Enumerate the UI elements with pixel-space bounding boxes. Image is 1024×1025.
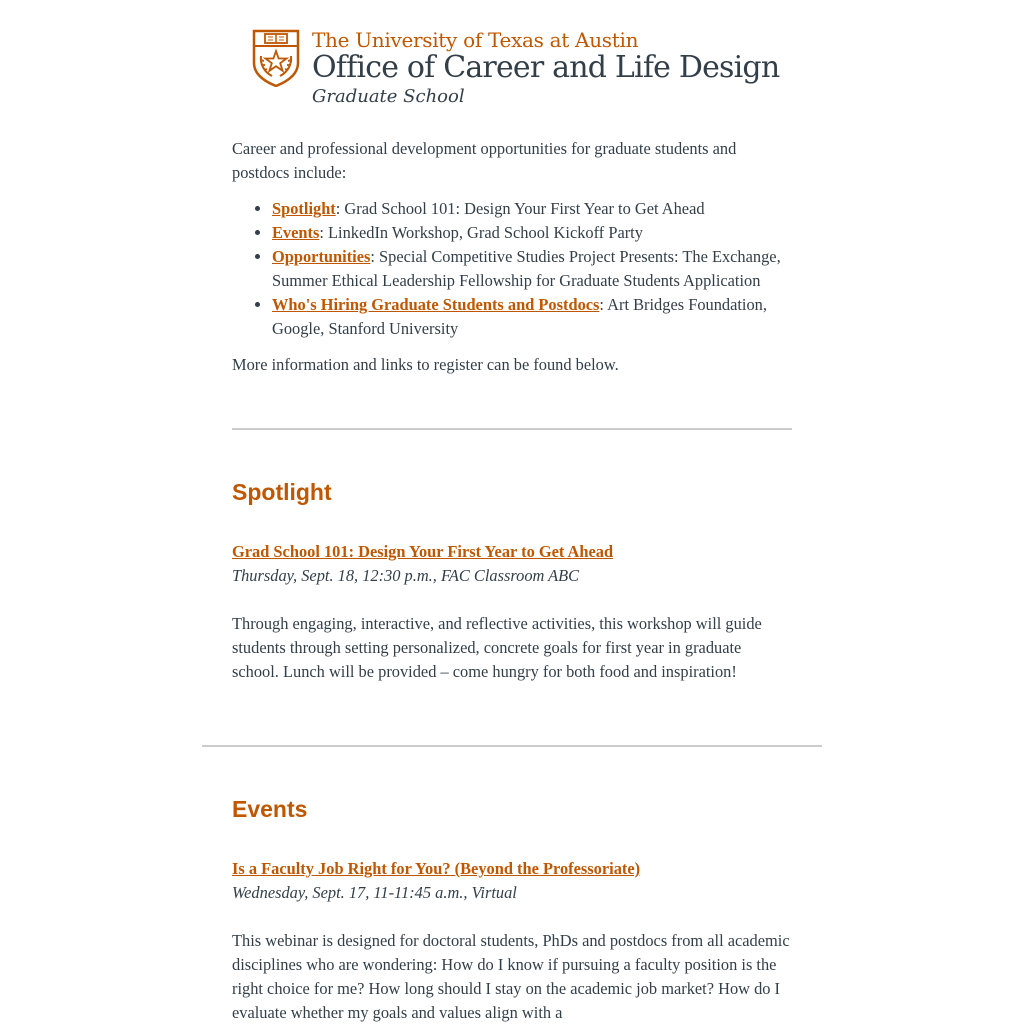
- event-description: This webinar is designed for doctoral students, PhDs and postdocs from all academic disciplines who are wondering: How do I know if pursuing a faculty position is the right choice for me? How long should I stay on the academic job market? How do I evaluate whether my goals and values align with a: [232, 931, 790, 1022]
- list-item: [272, 197, 792, 221]
- header-logo: [252, 28, 780, 112]
- summary-list: [232, 197, 792, 341]
- list-item: [272, 245, 792, 293]
- list-item-text: : Grad School 101: Design Your First Year to Get Ahead: [335, 199, 705, 218]
- section-heading-events: Events: [232, 796, 308, 822]
- intro-section: [232, 137, 792, 377]
- list-item-text: : Special Competitive Studies Project Presents: The Exchange, Summer Ethical Leadership Fellowship for Graduate Students Application: [272, 247, 781, 290]
- spotlight-event: [232, 540, 792, 684]
- event-title-link[interactable]: Grad School 101: Design Your First Year to Get Ahead: [232, 542, 614, 561]
- opportunities-link[interactable]: Opportunities: [272, 247, 371, 266]
- events-link[interactable]: Events: [272, 223, 320, 242]
- spotlight-link[interactable]: Spotlight: [272, 199, 336, 218]
- office-name: Office of Career and Life Design: [312, 50, 780, 85]
- section-divider: [202, 745, 822, 747]
- ut-shield-icon: [252, 29, 300, 87]
- event-description: Through engaging, interactive, and reflective activities, this workshop will guide students through setting personalized, concrete goals for first year in graduate school. Lunch will be provided – come hungry for both food and inspiration!: [232, 614, 762, 681]
- event-meta: Thursday, Sept. 18, 12:30 p.m., FAC Classroom ABC: [232, 566, 580, 585]
- events-event: [232, 857, 792, 1025]
- section-heading-spotlight: Spotlight: [232, 479, 332, 505]
- intro-text: Career and professional development opportunities for graduate students and postdocs include:: [232, 139, 737, 182]
- list-item: [272, 221, 792, 245]
- whos-hiring-link[interactable]: Who's Hiring Graduate Students and Postdocs: [272, 295, 600, 314]
- event-title-link[interactable]: Is a Faculty Job Right for You? (Beyond the Professoriate): [232, 859, 641, 878]
- divider: [232, 428, 792, 430]
- list-item-text: : LinkedIn Workshop, Grad School Kickoff Party: [319, 223, 643, 242]
- school-name: Graduate School: [312, 86, 465, 107]
- event-meta: Wednesday, Sept. 17, 11-11:45 a.m., Virtual: [232, 883, 517, 902]
- more-info-text: More information and links to register can be found below.: [232, 355, 619, 374]
- list-item-text: : Art Bridges Foundation, Google, Stanford University: [272, 295, 767, 338]
- university-name: The University of Texas at Austin: [312, 28, 639, 52]
- list-item: [272, 293, 792, 341]
